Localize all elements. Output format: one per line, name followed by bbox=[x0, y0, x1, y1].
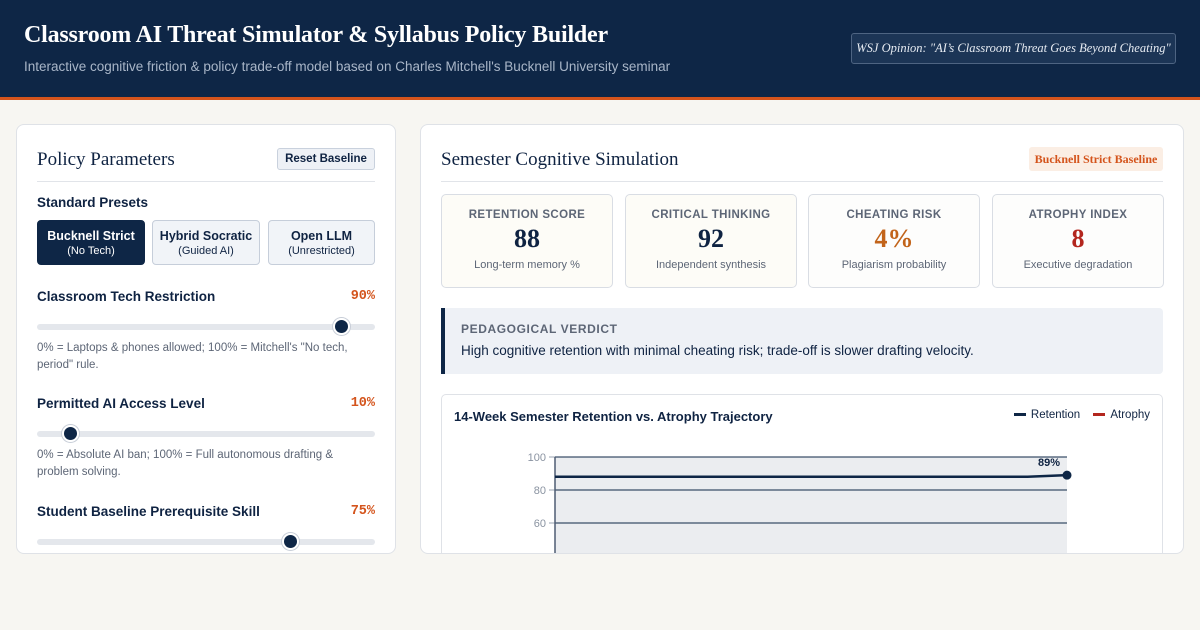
retention-end-point bbox=[1063, 471, 1072, 480]
trajectory-chart-card bbox=[441, 394, 1163, 554]
pedagogical-verdict bbox=[441, 308, 1163, 374]
trajectory-chart bbox=[442, 435, 1162, 554]
chart-title: 14-Week Semester Retention vs. Atrophy Trajectory bbox=[454, 409, 773, 424]
prerequisite-skill-slider[interactable] bbox=[37, 539, 375, 545]
simulation-panel bbox=[420, 124, 1184, 554]
preset-status-badge: Bucknell Strict Baseline bbox=[1029, 147, 1163, 171]
metric-card-critical-thinking bbox=[625, 194, 797, 288]
metric-card-retention bbox=[441, 194, 613, 288]
y-tick-label: 100 bbox=[527, 452, 546, 464]
tech-restriction-label: Classroom Tech Restriction bbox=[37, 289, 216, 304]
y-tick-label: 60 bbox=[533, 518, 546, 530]
preset-name: Bucknell Strict bbox=[47, 229, 135, 243]
preset-subtitle: (Guided AI) bbox=[178, 245, 234, 257]
policy-panel-title: Policy Parameters bbox=[37, 149, 175, 170]
metric-value: 8 bbox=[1071, 224, 1085, 253]
legend-label: Atrophy bbox=[1110, 409, 1150, 421]
divider bbox=[441, 181, 1163, 182]
metric-description: Independent synthesis bbox=[655, 259, 767, 271]
retention-end-label: 89% bbox=[1037, 457, 1061, 470]
page-subtitle: Interactive cognitive friction & policy trade-off model based on Charles Mitchell's Bucknell University seminar bbox=[24, 59, 671, 74]
legend-item-atrophy bbox=[1093, 409, 1150, 421]
metric-value: 4% bbox=[874, 224, 914, 253]
slider-thumb[interactable] bbox=[282, 533, 299, 550]
preset-bucknell-strict-button[interactable] bbox=[37, 220, 145, 265]
simulation-panel-title: Semester Cognitive Simulation bbox=[441, 149, 679, 170]
metric-value: 92 bbox=[698, 224, 724, 253]
metric-label: ATROPHY INDEX bbox=[1028, 209, 1128, 221]
preset-hybrid-socratic-button[interactable] bbox=[152, 220, 260, 265]
verdict-text: High cognitive retention with minimal cheating risk; trade-off is slower drafting velocity. bbox=[461, 343, 974, 358]
preset-subtitle: (Unrestricted) bbox=[288, 245, 355, 257]
prerequisite-skill-value: 75% bbox=[350, 504, 375, 519]
ai-access-value: 10% bbox=[350, 396, 375, 411]
app-header bbox=[0, 0, 1200, 100]
wsj-article-link[interactable]: WSJ Opinion: "AI’s Classroom Threat Goes Beyond Cheating" bbox=[851, 33, 1176, 64]
metric-description: Plagiarism probability bbox=[841, 259, 947, 271]
legend-item-retention bbox=[1014, 409, 1080, 421]
verdict-label: PEDAGOGICAL VERDICT bbox=[461, 322, 618, 336]
policy-parameters-panel bbox=[16, 124, 396, 554]
presets-label: Standard Presets bbox=[37, 195, 149, 210]
divider bbox=[37, 181, 375, 182]
slider-thumb[interactable] bbox=[333, 318, 350, 335]
preset-subtitle: (No Tech) bbox=[67, 245, 115, 257]
metric-label: CHEATING RISK bbox=[846, 209, 942, 221]
reset-baseline-button[interactable]: Reset Baseline bbox=[277, 148, 375, 170]
metric-card-cheating-risk bbox=[808, 194, 980, 288]
metric-description: Long-term memory % bbox=[474, 259, 580, 271]
preset-name: Hybrid Socratic bbox=[159, 229, 253, 243]
preset-open-llm-button[interactable] bbox=[268, 220, 375, 265]
page-title: Classroom AI Threat Simulator & Syllabus Policy Builder bbox=[24, 22, 608, 48]
plot-area bbox=[555, 457, 1067, 554]
slider-thumb[interactable] bbox=[62, 425, 79, 442]
y-tick-label: 80 bbox=[533, 485, 546, 497]
tech-restriction-value: 90% bbox=[350, 289, 375, 304]
chart-legend bbox=[1004, 409, 1150, 421]
metric-label: CRITICAL THINKING bbox=[651, 209, 771, 221]
legend-swatch bbox=[1093, 413, 1105, 416]
preset-name: Open LLM bbox=[290, 229, 353, 243]
legend-label: Retention bbox=[1030, 409, 1081, 421]
ai-access-slider[interactable] bbox=[37, 431, 375, 437]
metric-card-atrophy-index bbox=[992, 194, 1164, 288]
metric-description: Executive degradation bbox=[1023, 259, 1133, 271]
metric-value: 88 bbox=[514, 224, 540, 253]
tech-restriction-help: 0% = Laptops & phones allowed; 100% = Mitchell's "No tech, period" rule. bbox=[37, 342, 348, 371]
ai-access-help: 0% = Absolute AI ban; 100% = Full autonomous drafting & problem solving. bbox=[37, 449, 334, 478]
legend-swatch bbox=[1014, 413, 1026, 416]
tech-restriction-slider[interactable] bbox=[37, 324, 375, 330]
ai-access-label: Permitted AI Access Level bbox=[37, 396, 205, 411]
prerequisite-skill-label: Student Baseline Prerequisite Skill bbox=[37, 504, 260, 519]
metric-label: RETENTION SCORE bbox=[468, 209, 586, 221]
